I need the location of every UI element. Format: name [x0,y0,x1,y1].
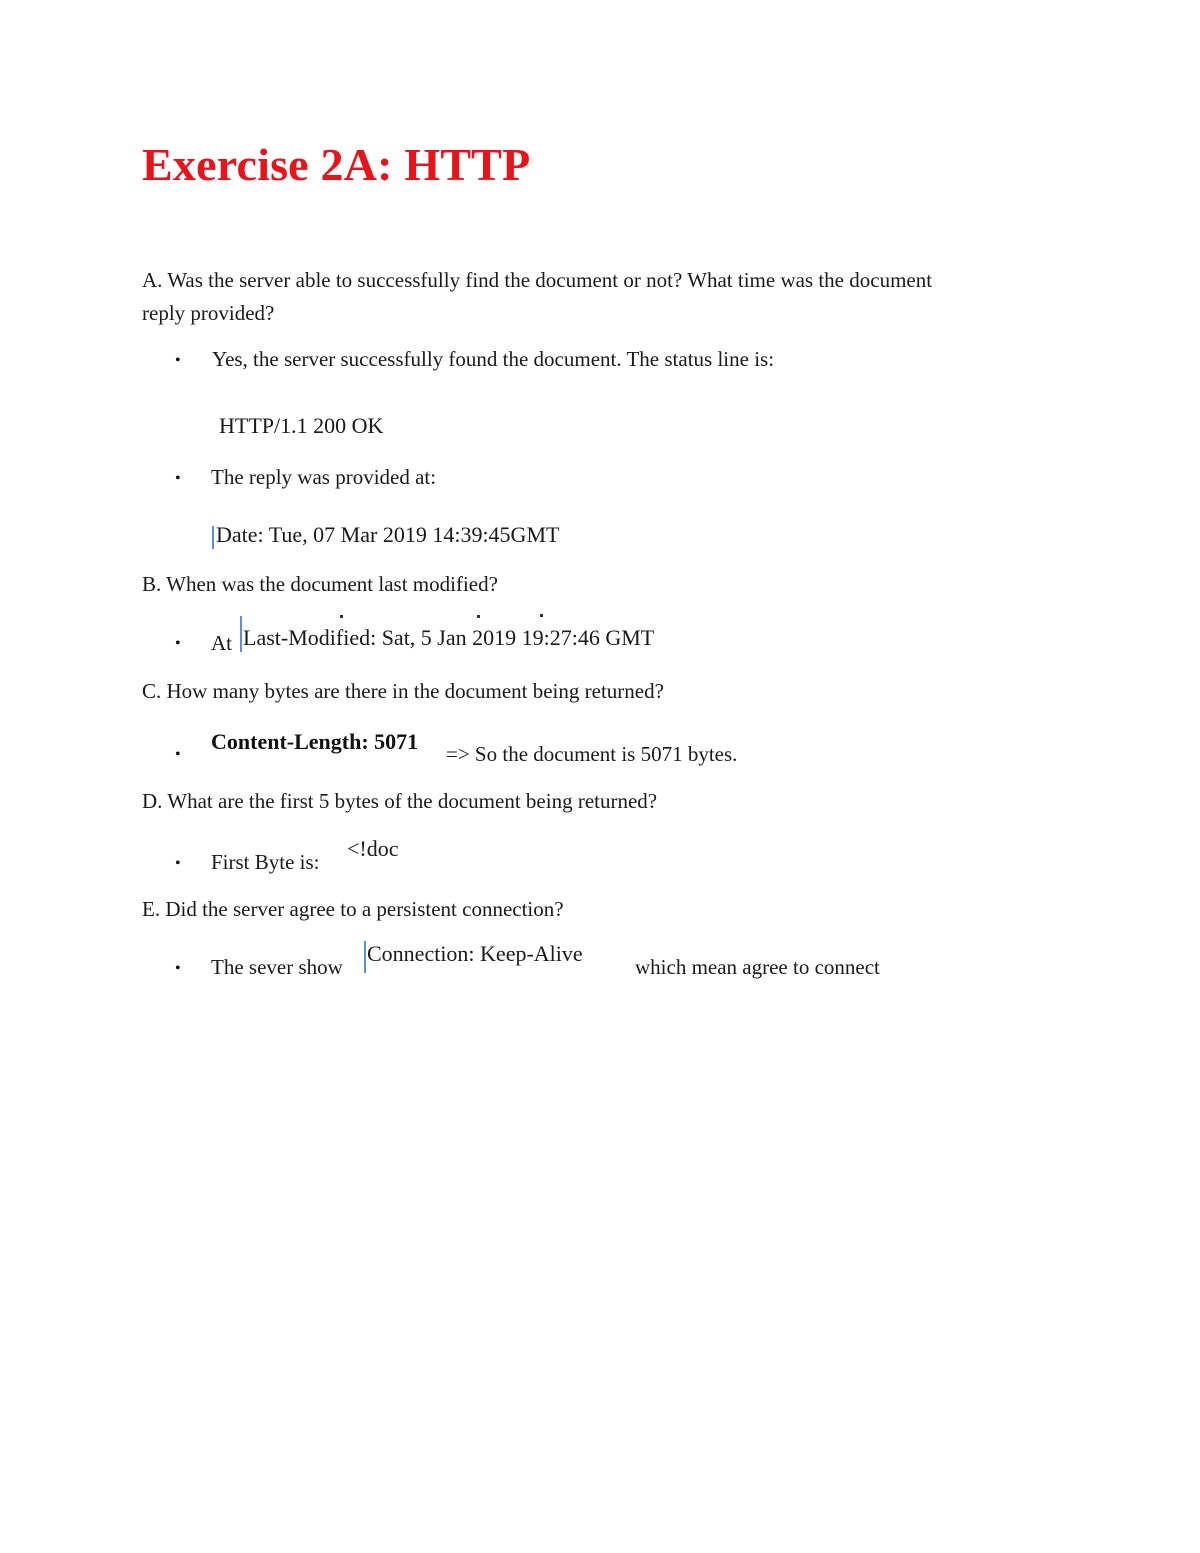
text-cursor-marker [212,526,214,549]
first-bytes-snippet: <!doc [347,836,399,861]
page-title: Exercise 2A: HTTP [142,139,531,190]
answer-e-prefix: The sever show [211,955,343,979]
bullet-e: • [175,960,181,977]
answer-a2: The reply was provided at: [211,465,437,489]
date-header-snippet: Date: Tue, 07 Mar 2019 14:39:45GMT [216,522,560,547]
question-d: D. What are the first 5 bytes of the document being returned? [142,789,658,813]
ruler-tick [340,615,343,618]
answer-b-prefix: At [211,631,232,655]
text-cursor-marker [240,616,242,652]
status-line-snippet: HTTP/1.1 200 OK [219,413,384,438]
last-modified-snippet: Last-Modified: Sat, 5 Jan 2019 19:27:46 GMT [243,625,655,650]
question-a-line1: A. Was the server able to successfully find the document or not? What time was the document [142,268,933,292]
question-b: B. When was the document last modified? [142,572,498,596]
question-a-line2: reply provided? [142,301,275,325]
bullet-b: • [175,635,181,652]
bullet-a1: • [175,352,181,369]
answer-c-suffix: => So the document is 5071 bytes. [446,742,738,766]
answer-a1: Yes, the server successfully found the document. The status line is: [212,347,775,371]
ruler-tick [477,615,480,618]
text-cursor-marker [364,941,366,973]
question-c: C. How many bytes are there in the document being returned? [142,679,664,703]
content-length-snippet: Content-Length: 5071 [211,729,419,754]
bullet-a2: • [175,470,181,487]
bullet-c: • [175,746,181,763]
question-e: E. Did the server agree to a persistent connection? [142,897,564,921]
answer-d: First Byte is: [211,850,320,874]
connection-snippet: Connection: Keep-Alive [367,941,583,966]
ruler-tick [540,614,543,617]
bullet-d: • [175,855,181,872]
answer-e-suffix: which mean agree to connect [635,955,880,979]
